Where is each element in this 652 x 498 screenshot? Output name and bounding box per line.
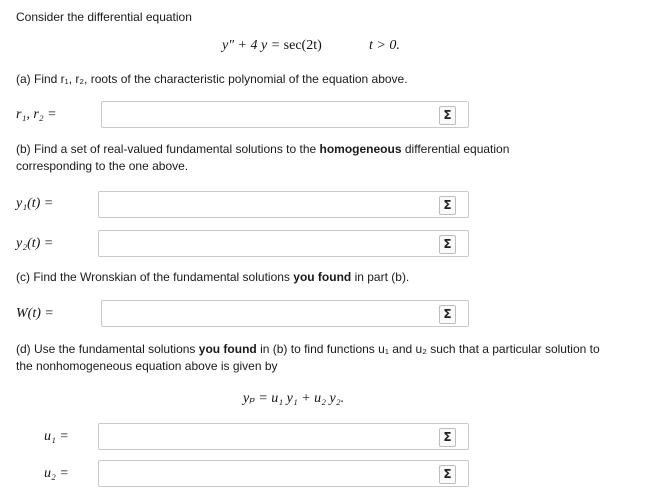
y2-answer-field bbox=[98, 230, 469, 257]
y1-input[interactable] bbox=[99, 192, 432, 217]
roots-input[interactable] bbox=[102, 102, 432, 127]
u1-label: u₁ = bbox=[44, 429, 69, 444]
roots-answer-field bbox=[101, 101, 469, 128]
u2-label: u₂ = bbox=[44, 466, 69, 481]
y2-label: y₂(t) = bbox=[16, 236, 54, 251]
part-a-prompt: (a) Find r₁, r₂, roots of the characteristic polynomial of the equation above. bbox=[16, 72, 408, 86]
sigma-icon[interactable]: Σ bbox=[439, 106, 456, 125]
wronskian-answer-field bbox=[101, 300, 469, 327]
u2-input[interactable] bbox=[99, 461, 432, 486]
differential-equation bbox=[222, 38, 322, 54]
y1-answer-field bbox=[98, 191, 469, 218]
u2-answer-field bbox=[98, 460, 469, 487]
wronskian-label: W(t) = bbox=[16, 306, 54, 321]
u1-input[interactable] bbox=[99, 424, 432, 449]
roots-label: r₁, r₂ = bbox=[16, 107, 57, 122]
sigma-icon[interactable]: Σ bbox=[439, 196, 456, 215]
part-b-text-bold: homogeneous bbox=[319, 142, 402, 156]
particular-solution-formula: yₚ = u₁ y₁ + u₂ y₂. bbox=[243, 391, 345, 406]
wronskian-input[interactable] bbox=[102, 301, 432, 326]
sigma-icon[interactable]: Σ bbox=[439, 428, 456, 447]
y1-label: y₁(t) = bbox=[16, 196, 54, 211]
sigma-icon[interactable]: Σ bbox=[439, 235, 456, 254]
part-d-prompt bbox=[16, 341, 616, 375]
part-d-text-bold: you found bbox=[198, 342, 257, 356]
part-c-text-suffix: in part (b). bbox=[351, 270, 410, 284]
part-d-text-suffix: in (b) to find functions u₁ and u₂ such that a particular solution to the nonhomogeneous equation above is given by bbox=[16, 342, 600, 373]
part-c-text-bold: you found bbox=[293, 270, 352, 284]
part-b-text-suffix: differential equation corresponding to the one above. bbox=[16, 142, 510, 173]
equation-rhs: sec(2t) bbox=[283, 38, 322, 53]
part-d-text-prefix: (d) Use the fundamental solutions bbox=[16, 342, 199, 356]
sigma-icon[interactable]: Σ bbox=[439, 305, 456, 324]
part-c-prompt bbox=[16, 270, 409, 284]
intro-text: Consider the differential equation bbox=[16, 10, 192, 24]
y2-input[interactable] bbox=[99, 231, 432, 256]
part-b-prompt bbox=[16, 141, 586, 175]
u1-answer-field bbox=[98, 423, 469, 450]
part-c-text-prefix: (c) Find the Wronskian of the fundamental solutions bbox=[16, 270, 294, 284]
part-b-text-prefix: (b) Find a set of real-valued fundamental solutions to the bbox=[16, 142, 320, 156]
equation-condition: t > 0. bbox=[369, 38, 400, 53]
equation-lhs: y″ + 4 y = bbox=[222, 38, 284, 53]
sigma-icon[interactable]: Σ bbox=[439, 465, 456, 484]
